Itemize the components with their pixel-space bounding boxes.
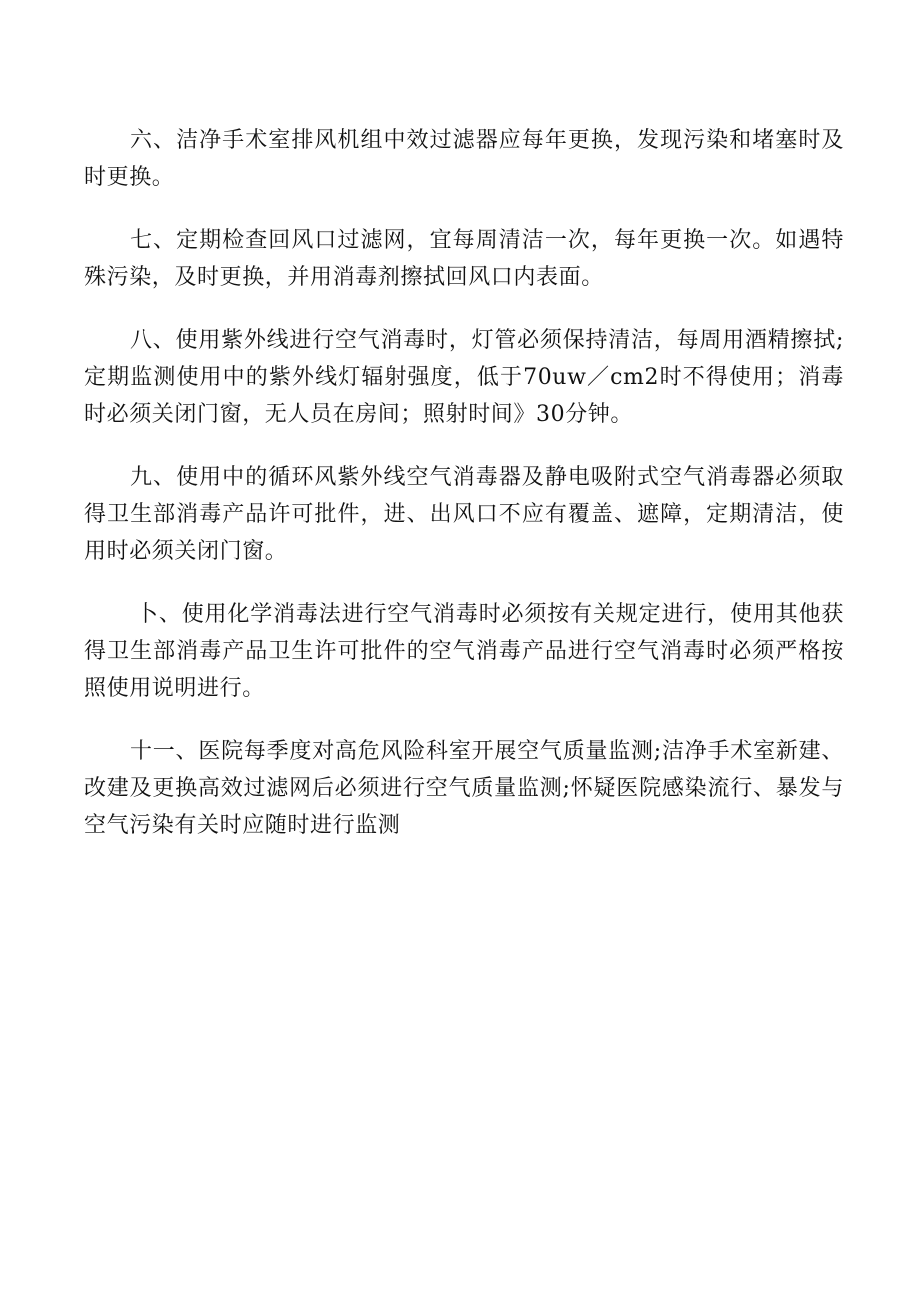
paragraph-6: 六、洁净手术室排风机组中效过滤器应每年更换，发现污染和堵塞时及时更换。	[84, 128, 844, 190]
paragraph-8: 八、使用紫外线进行空气消毒时，灯管必须保持清洁，每周用酒精擦拭;定期监测使用中的紫外线灯辐射强度，低于70uw／cm2时不得使用；消毒时必须关闭门窗，无人员在房间；照射时间》30分钟。	[84, 328, 844, 427]
paragraph-7: 七、定期检查回风口过滤网，宜每周清洁一次，每年更换一次。如遇特殊污染，及时更换，并用消毒剂擦拭回风口内表面。	[84, 228, 844, 290]
paragraph-11: 十一、医院每季度对高危风险科室开展空气质量监测;洁净手术室新建、改建及更换高效过滤网后必须进行空气质量监测;怀疑医院感染流行、暴发与空气污染有关时应随时进行监测	[84, 739, 844, 838]
paragraph-10: 卜、使用化学消毒法进行空气消毒时必须按有关规定进行，使用其他获得卫生部消毒产品卫生许可批件的空气消毒产品进行空气消毒时必须严格按照使用说明进行。	[84, 602, 844, 701]
document-body	[84, 122, 844, 870]
paragraph-9: 九、使用中的循环风紫外线空气消毒器及静电吸附式空气消毒器必须取得卫生部消毒产品许可批件，进、出风口不应有覆盖、遮障，定期清洁，使用时必须关闭门窗。	[84, 465, 844, 564]
